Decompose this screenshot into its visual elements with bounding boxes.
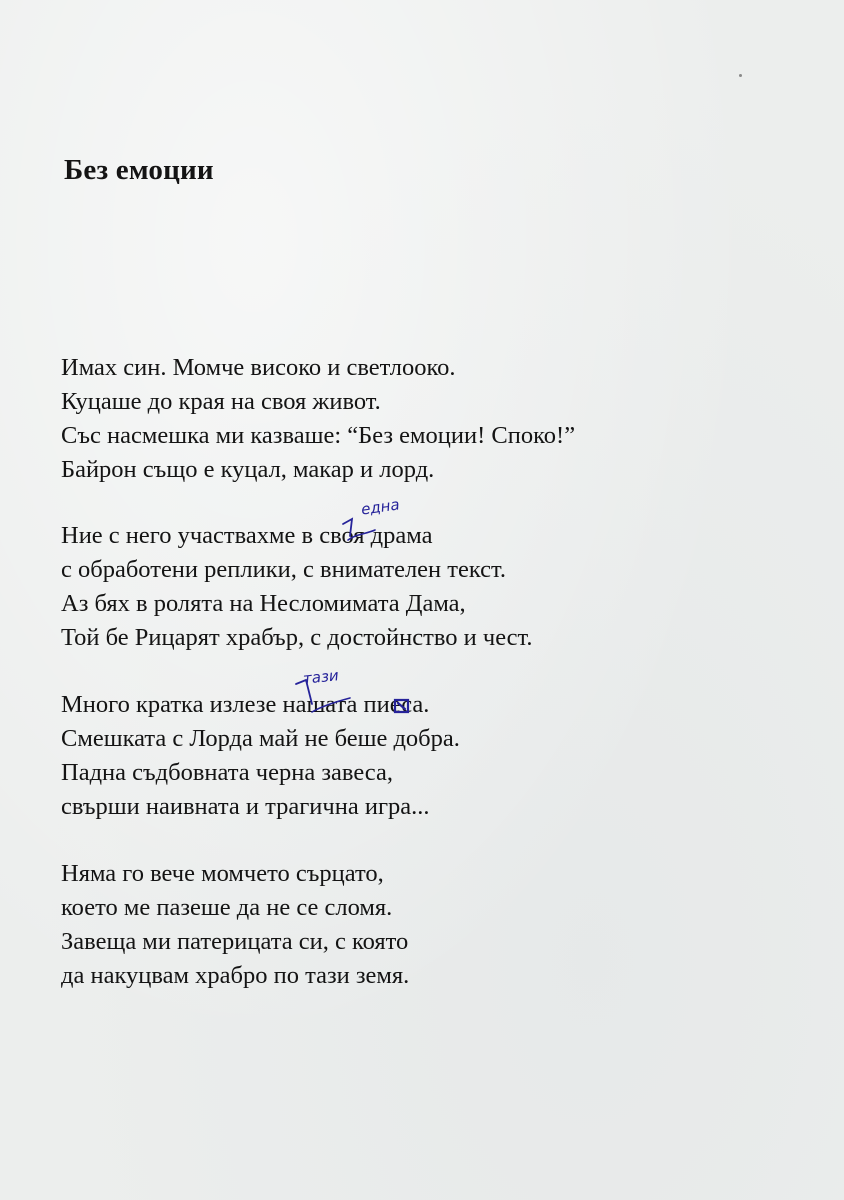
- poem-line: свърши наивната и трагична игра...: [61, 793, 430, 820]
- poem-line: Много кратка излезе нашата пиеса.: [61, 691, 430, 718]
- stanza-3: [61, 688, 460, 824]
- poem-line: да накуцвам храбро по тази земя.: [61, 962, 410, 989]
- poem-line: с обработени реплики, с внимателен текст.: [61, 556, 507, 583]
- stanza-1: [61, 351, 575, 487]
- poem-line: Няма го вече момчето сърцато,: [61, 860, 384, 887]
- poem-line: Той бе Рицарят храбър, с достойнство и чест.: [61, 624, 533, 651]
- paper-speck: [739, 74, 742, 77]
- poem-line: Аз бях в ролята на Несломимата Дама,: [61, 590, 466, 617]
- poem-line: което ме пазеше да не се сломя.: [61, 894, 393, 921]
- stanza-2: [61, 519, 533, 655]
- poem-line: Смешката с Лорда май не беше добра.: [61, 725, 460, 752]
- handwritten-correction-1: една: [359, 495, 401, 519]
- poem-line: Ние с него участвахме в своя драма: [61, 522, 433, 549]
- handwritten-correction-2: тази: [302, 666, 340, 688]
- poem-line: Куцаше до края на своя живот.: [61, 388, 381, 415]
- stanza-4: [61, 857, 409, 993]
- poem-line: Завеща ми патерицата си, с която: [61, 928, 409, 955]
- poem-title: Без емоции: [64, 154, 214, 186]
- poem-line: Имах син. Момче високо и светлооко.: [61, 354, 456, 381]
- poem-line: Падна съдбовната черна завеса,: [61, 759, 393, 786]
- poem-line: Със насмешка ми казваше: “Без емоции! Споко!”: [61, 422, 576, 449]
- poem-line: Байрон също е куцал, макар и лорд.: [61, 456, 435, 483]
